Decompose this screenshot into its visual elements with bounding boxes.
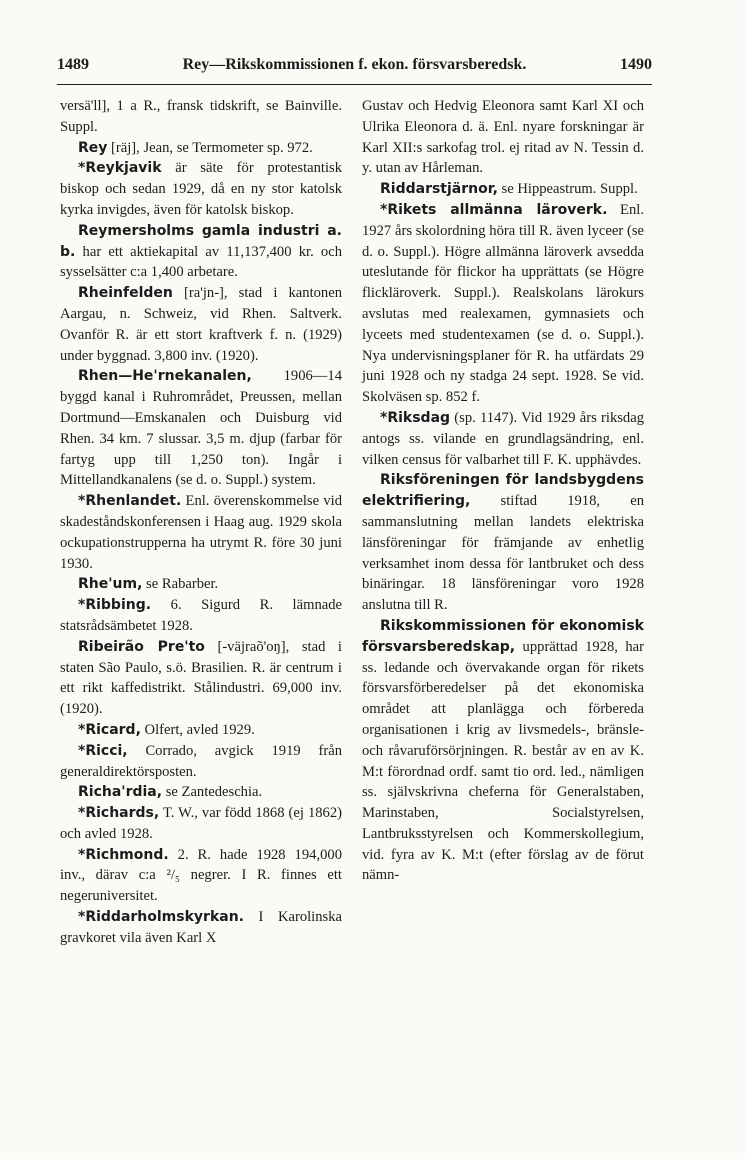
entry-text: [-väjraõ'oŋ], stad i staten São Paulo, s.ö. Brasilien. R. är centrum i ett rikt kaffedistrikt. Stålindustri. 69,000 inv. (1920).	[60, 638, 342, 718]
dictionary-entry	[60, 741, 342, 783]
dictionary-entry	[60, 574, 342, 595]
entry-headword: Rey	[78, 139, 108, 156]
entry-headword: *Richmond.	[78, 846, 169, 863]
left-column	[60, 96, 342, 949]
entry-headword: *Rikets allmänna läroverk.	[380, 201, 608, 218]
entry-headword: *Richards,	[78, 805, 160, 822]
dictionary-entry	[362, 179, 644, 200]
entry-text: se Zantedeschia.	[162, 784, 263, 801]
entry-text: 2. R. hade 1928 194,000 inv., därav c:a ²/₅ negrer. I R. finnes ett negeruniversitet.	[60, 846, 342, 905]
dictionary-entry	[60, 720, 342, 741]
entry-headword: *Rhenlandet.	[78, 493, 182, 510]
dictionary-entry	[60, 595, 342, 637]
entry-text: Enl. överenskommelse vid skadeståndskonferensen i Haag aug. 1929 skola ockupationstrupperna ha utrymt R. före 30 juni 1930.	[60, 493, 342, 572]
dictionary-entry	[362, 96, 644, 179]
entry-text: [räj], Jean, se Termometer sp. 972.	[107, 139, 313, 156]
header-rule	[57, 84, 652, 85]
dictionary-entry	[60, 221, 342, 283]
dictionary-entry	[362, 470, 644, 616]
entry-headword: *Ribbing.	[78, 597, 152, 614]
entry-text: stiftad 1918, en sammanslutning mellan landets elektriska länsföreningar för främjande av enhetlig verksamhet inom dessa för lantbruket och dess binäringar. 18 länsföreningar voro 1928 anslutna till R.	[362, 493, 644, 614]
dictionary-entry	[60, 491, 342, 574]
entry-headword: *Ricci,	[78, 742, 128, 759]
entry-headword: Ribeirão Pre'to	[78, 638, 205, 655]
entry-headword: Rheinfelden	[78, 285, 173, 302]
right-column	[362, 96, 644, 886]
dictionary-entry	[60, 283, 342, 366]
entry-text: har ett aktiekapital av 11,137,400 kr. och sysselsätter c:a 1,400 arbetare.	[60, 243, 342, 281]
entry-text: I Karolinska gravkoret vila även Karl X	[60, 909, 342, 946]
running-title: Rey—Rikskommissionen f. ekon. försvarsberedsk.	[182, 56, 527, 73]
dictionary-entry	[362, 200, 644, 408]
entry-headword: Riddarstjärnor,	[380, 181, 498, 198]
entry-text: T. W., var född 1868 (ej 1862) och avled 1928.	[60, 805, 342, 842]
dictionary-entry	[60, 366, 342, 491]
page-header	[57, 56, 652, 82]
entry-headword: Richa'rdia,	[78, 784, 163, 801]
dictionary-entry	[60, 907, 342, 949]
entry-text: Olfert, avled 1929.	[140, 721, 255, 738]
dictionary-entry	[60, 637, 342, 720]
entry-headword: Riksföreningen för landsbygdens elektrifiering,	[362, 472, 644, 510]
entry-headword: *Riksdag	[380, 409, 451, 426]
entry-text: [ra'jn-], stad i kantonen Aargau, n. Schweiz, vid Rhen. Saltverk. Ovanför R. är ett stort kraftverk f. n. (1929) under byggnad. 3,800 inv. (1920).	[60, 285, 342, 364]
entry-text: Gustav och Hedvig Eleonora samt Karl XI och Ulrika Eleonora d. ä. Enl. nyare forskningar är Karl XII:s sarkofag trol. ej ritad av N. Tessin d. y. utan av Hårleman.	[362, 98, 644, 177]
entry-text: versä'll], 1 a R., fransk tidskrift, se Bainville. Suppl.	[60, 98, 342, 135]
dictionary-entry	[60, 158, 342, 220]
entry-text: 1906—14 byggd kanal i Ruhrområdet, Preussen, mellan Dortmund—Emskanalen och Duisburg vid Rhen. 34 km. 7 slussar. 3,5 m. djup (farbar för fartyg upp till 1,250 ton). Ingår i Mittellandkanalens (se d. o. Suppl.) system.	[60, 368, 342, 489]
dictionary-entry	[60, 845, 342, 907]
entry-headword: *Reykjavik	[78, 160, 162, 177]
entry-text: Corrado, avgick 1919 från generaldirektörsposten.	[60, 742, 342, 780]
entry-headword: Rhen—He'rnekanalen,	[78, 368, 252, 385]
dictionary-entry	[60, 138, 342, 159]
page-number-left: 1489	[57, 56, 89, 73]
entry-headword: Rikskommissionen för ekonomisk försvarsberedskap,	[362, 617, 644, 655]
dictionary-entry	[60, 782, 342, 803]
dictionary-entry	[362, 408, 644, 470]
dictionary-entry	[60, 803, 342, 845]
dictionary-entry	[362, 616, 644, 886]
entry-text: (sp. 1147). Vid 1929 års riksdag antogs ss. vilande en grundlagsändring, enl. vilken census för valbarhet till F. K. upphävdes.	[362, 409, 644, 468]
entry-headword: *Riddarholmskyrkan.	[78, 909, 244, 926]
page-number-right: 1490	[620, 56, 652, 73]
entry-text: upprättad 1928, har ss. ledande och övervakande organ för rikets försvarsförberedelser på det ekonomiska området att planlägga och förbereda organisationen i krig av livsmedels-, bränsle- och råvaruförsörjningen. R. består av en av K. M:t förordnad ordf. samt tio ord. led., nämligen ss. självskrivna cheferna för Generalstaben, Marinstaben, Socialstyrelsen, Lantbruksstyrelsen och Kommerskollegium, vid. fyra av K. M:t (efter förslag av de förut nämn-	[362, 638, 644, 884]
entry-headword: Rhe'um,	[78, 576, 143, 593]
entry-text: är säte för protestantisk biskop och sedan 1929, då en ny stor katolsk kyrka invigdes, även för katolsk biskop.	[60, 160, 342, 218]
entry-text: 6. Sigurd R. lämnade statsrådsämbetet 1928.	[60, 597, 342, 634]
entry-text: se Rabarber.	[142, 576, 219, 593]
entry-text: se Hippeastrum. Suppl.	[497, 181, 638, 198]
entry-text: Enl. 1927 års skolordning höra till R. även lyceer (se d. o. Suppl.). Högre allmänna läroverk avsedda uteslutande för flickor ha upprättats (se Högre flickläroverk. Suppl.). Realskolans lärokurs avslutas med realexamen, gymnasiets och lyceets med studentexamen (se d. o. Suppl.). Nya undervisningsplaner för R. ha utfärdats 29 juni 1928 och ny stadga 24 sept. 1928. Se vid. Skolväsen sp. 852 f.	[362, 201, 644, 406]
entry-headword: *Ricard,	[78, 721, 141, 738]
entry-headword: Reymersholms gamla industri a. b.	[60, 222, 342, 260]
dictionary-entry	[60, 96, 342, 138]
